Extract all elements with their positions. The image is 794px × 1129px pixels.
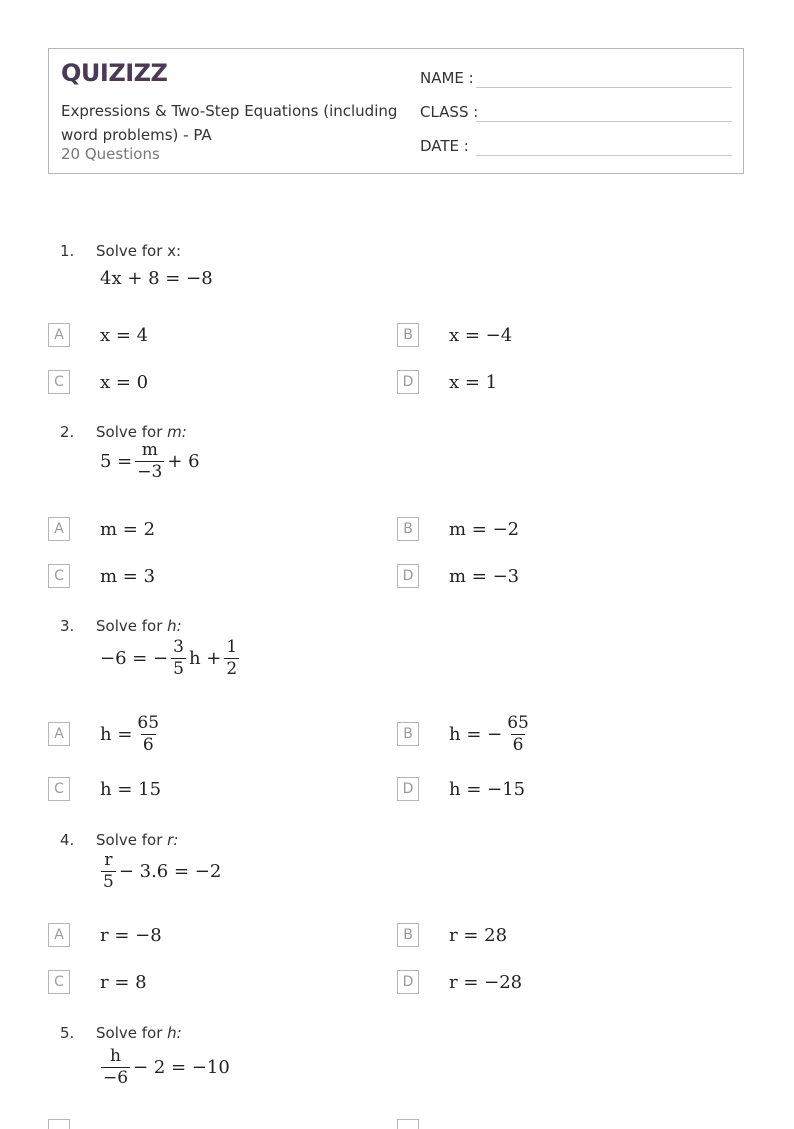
option-answer: r = 8 — [100, 971, 147, 993]
option-letter: B — [397, 323, 419, 347]
worksheet-header — [48, 48, 744, 174]
name-label: NAME : — [420, 69, 474, 87]
option-answer: x = 1 — [449, 371, 498, 393]
date-label: DATE : — [420, 137, 469, 155]
question-number: 5. — [60, 1024, 75, 1042]
name-line[interactable] — [476, 87, 732, 88]
option-answer: m = −3 — [449, 565, 520, 587]
question-prompt: Solve for r: — [96, 831, 179, 849]
option-letter: B — [397, 517, 419, 541]
fraction: $\frac{3}{5}$ — [173, 637, 184, 679]
question-variable: h: — [167, 1024, 182, 1042]
fraction: $\frac{1}{2}$ — [226, 637, 238, 679]
question-count: 20 Questions — [61, 145, 160, 163]
option-5a-partial[interactable] — [48, 1119, 70, 1129]
fraction: $\frac{65}{6}$ — [137, 712, 160, 755]
option-letter: D — [397, 970, 419, 994]
question-equation: $\frac{r}{5}$ − 3.6 = −2 — [103, 850, 222, 892]
question-prompt: Solve for h: — [96, 1024, 182, 1042]
class-label: CLASS : — [420, 103, 479, 121]
option-answer: m = −2 — [449, 518, 520, 540]
option-answer: h = − $\frac{65}{6}$ — [449, 712, 529, 755]
option-answer: h = $\frac{65}{6}$ — [100, 712, 160, 755]
option-letter: B — [397, 722, 419, 746]
question-prompt: Solve for m: — [96, 423, 187, 441]
option-answer: x = −4 — [449, 324, 513, 346]
option-answer: x = 0 — [100, 371, 149, 393]
option-letter: B — [397, 923, 419, 947]
option-letter: D — [397, 564, 419, 588]
date-line[interactable] — [476, 155, 732, 156]
option-answer: r = 28 — [449, 924, 508, 946]
fraction: $\frac{65}{6}$ — [507, 712, 529, 755]
fraction: $\frac{h}{-6}$ — [103, 1046, 129, 1088]
question-equation: −6 = − $\frac{3}{5}$ h + $\frac{1}{2}$ — [100, 637, 238, 679]
option-letter: C — [48, 970, 70, 994]
question-prompt: Solve for h: — [96, 617, 182, 635]
option-letter: A — [48, 323, 70, 347]
option-letter: A — [48, 923, 70, 947]
fraction: $\frac{r}{5}$ — [103, 850, 114, 892]
option-answer: m = 2 — [100, 518, 156, 540]
question-number: 3. — [60, 617, 75, 635]
question-equation: 4x + 8 = −8 — [100, 268, 213, 289]
option-letter: D — [397, 370, 419, 394]
question-number: 2. — [60, 423, 75, 441]
question-number: 4. — [60, 831, 75, 849]
fraction: $\frac{m}{-3}$ — [137, 440, 163, 482]
option-answer: x = 4 — [100, 324, 149, 346]
question-equation: 5 = $\frac{m}{-3}$ + 6 — [100, 440, 200, 482]
option-answer: h = −15 — [449, 778, 526, 800]
option-letter: C — [48, 564, 70, 588]
option-answer: h = 15 — [100, 778, 162, 800]
worksheet-title: Expressions & Two-Step Equations (including word problems) - PA — [61, 102, 398, 144]
option-letter: C — [48, 370, 70, 394]
option-letter: D — [397, 777, 419, 801]
option-letter: A — [48, 517, 70, 541]
option-answer: m = 3 — [100, 565, 156, 587]
question-number: 1. — [60, 242, 75, 260]
option-5b-partial[interactable] — [397, 1119, 419, 1129]
question-prompt: Solve for x: — [96, 242, 182, 260]
option-answer: r = −8 — [100, 924, 162, 946]
option-letter: A — [48, 722, 70, 746]
question-equation: $\frac{h}{-6}$ − 2 = −10 — [103, 1046, 230, 1088]
option-answer: r = −28 — [449, 971, 523, 993]
option-letter: C — [48, 777, 70, 801]
question-variable: r: — [167, 831, 179, 849]
class-line[interactable] — [476, 121, 732, 122]
question-variable: h: — [167, 617, 182, 635]
question-variable: m: — [167, 423, 187, 441]
quizizz-logo: QUIZIZZ — [61, 59, 168, 87]
